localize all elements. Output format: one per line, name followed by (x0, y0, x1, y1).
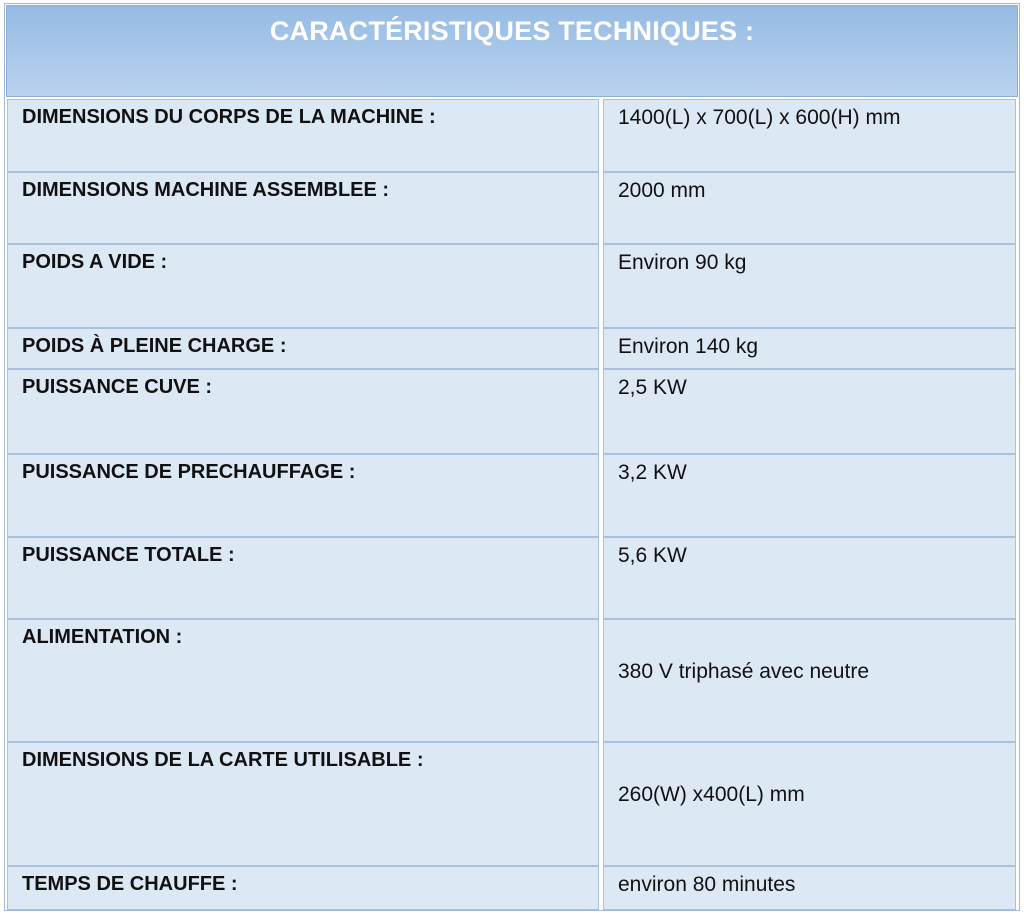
spec-label: DIMENSIONS DE LA CARTE UTILISABLE : (7, 742, 599, 866)
spec-row (6, 454, 1018, 537)
title-bar (6, 5, 1018, 97)
spec-row (6, 866, 1018, 910)
spec-row (6, 244, 1018, 328)
spec-value: Environ 140 kg (603, 328, 1016, 369)
spec-value: 380 V triphasé avec neutre (603, 619, 1016, 742)
spec-row (6, 742, 1018, 866)
spec-value: environ 80 minutes (603, 866, 1016, 910)
spec-value: Environ 90 kg (603, 244, 1016, 328)
spec-value: 2000 mm (603, 172, 1016, 244)
spec-label: DIMENSIONS DU CORPS DE LA MACHINE : (7, 99, 599, 172)
spec-label: ALIMENTATION : (7, 619, 599, 742)
spec-label: POIDS A VIDE : (7, 244, 599, 328)
spec-label: DIMENSIONS MACHINE ASSEMBLEE : (7, 172, 599, 244)
spec-sheet (4, 3, 1020, 911)
spec-label: POIDS À PLEINE CHARGE : (7, 328, 599, 369)
spec-row (6, 537, 1018, 619)
spec-value: 260(W) x400(L) mm (603, 742, 1016, 866)
spec-row (6, 172, 1018, 244)
spec-value: 5,6 KW (603, 537, 1016, 619)
spec-row (6, 619, 1018, 742)
spec-label: TEMPS DE CHAUFFE : (7, 866, 599, 910)
spec-value: 2,5 KW (603, 369, 1016, 454)
spec-label: PUISSANCE TOTALE : (7, 537, 599, 619)
spec-row (6, 369, 1018, 454)
spec-label: PUISSANCE CUVE : (7, 369, 599, 454)
spec-label: PUISSANCE DE PRECHAUFFAGE : (7, 454, 599, 537)
spec-value: 1400(L) x 700(L) x 600(H) mm (603, 99, 1016, 172)
sheet-title: CARACTÉRISTIQUES TECHNIQUES : (269, 16, 755, 46)
spec-value: 3,2 KW (603, 454, 1016, 537)
spec-row (6, 99, 1018, 172)
spec-row (6, 328, 1018, 369)
